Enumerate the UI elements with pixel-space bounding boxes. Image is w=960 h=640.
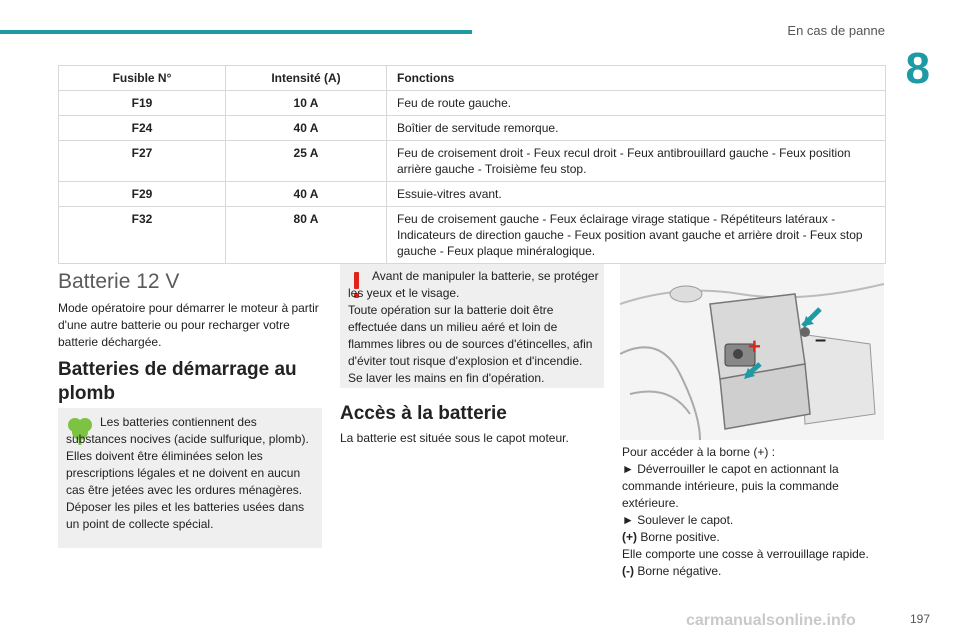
subtitle-battery-access: Accès à la batterie <box>340 403 507 424</box>
fuse-function: Feu de route gauche. <box>387 91 886 116</box>
battery-photo <box>620 264 884 440</box>
chapter-number: 8 <box>905 44 930 93</box>
step-unlock-bonnet: ► Déverrouiller le capot en actionnant la commande intérieure, puis la commande extérieure. <box>622 462 839 510</box>
running-header: En cas de panne <box>787 23 885 38</box>
right-text-block <box>622 444 884 580</box>
fuse-function: Boîtier de servitude remorque. <box>387 116 886 141</box>
negative-symbol: (-) <box>622 564 634 578</box>
fuse-amperage: 25 A <box>226 141 387 182</box>
page-number: 197 <box>909 612 930 626</box>
access-intro: Pour accéder à la borne (+) : <box>622 445 776 459</box>
fuse-number: F32 <box>59 207 226 264</box>
fuse-function: Feu de croisement droit - Feux recul droit - Feux antibrouillard gauche - Feux position arrière gauche - Troisième feu stop. <box>387 141 886 182</box>
table-row <box>59 182 886 207</box>
fuse-function: Essuie-vitres avant. <box>387 182 886 207</box>
fuse-function: Feu de croisement gauche - Feux éclairage virage statique - Répétiteurs latéraux - Indicateurs de direction gauche - Feux position avant gauche et arrière droit - Feux stop gauche - Feux plaque minéralogique. <box>387 207 886 264</box>
positive-terminal-line <box>622 529 884 546</box>
table-row <box>59 207 886 264</box>
fuse-number: F24 <box>59 116 226 141</box>
section-title: Batterie 12 V <box>58 270 180 293</box>
positive-terminal-text: Borne positive. <box>637 530 720 544</box>
positive-symbol: (+) <box>622 530 637 544</box>
fuse-amperage: 10 A <box>226 91 387 116</box>
table-header-row <box>59 66 886 91</box>
negative-terminal-text: Borne négative. <box>634 564 722 578</box>
table-row <box>59 141 886 182</box>
header-accent-bar <box>0 30 472 34</box>
warning-text: Avant de manipuler la batterie, se protéger les yeux et le visage. Toute opération sur la batterie doit être effectuée dans un milieu aéré et loin de flammes libres ou de sources d'étincelles, afin d'éviter tout risque d'explosion et d'incendie. Se laver les mains en fin d'opération. <box>348 269 599 385</box>
eco-note-text: Les batteries contiennent des substances nocives (acide sulfurique, plomb). Elles doivent être éliminées selon les prescriptions légales et ne doivent en aucun cas être jetées avec les ordures ménagères. Déposer les piles et les batteries usées dans un point de collecte spécial. <box>66 415 309 531</box>
table-row <box>59 91 886 116</box>
intro-paragraph: Mode opératoire pour démarrer le moteur à partir d'une autre batterie ou pour recharger votre batterie déchargée. <box>58 301 319 349</box>
fuse-number: F29 <box>59 182 226 207</box>
subtitle-lead-batteries: Batteries de démarrage au plomb <box>58 359 297 404</box>
photo-plus-label: + <box>748 334 761 359</box>
fuse-amperage: 40 A <box>226 116 387 141</box>
watermark: carmanualsonline.info <box>686 612 856 629</box>
col-header-functions: Fonctions <box>387 66 886 91</box>
fuse-number: F19 <box>59 91 226 116</box>
fuse-amperage: 40 A <box>226 182 387 207</box>
negative-terminal-line <box>622 563 884 580</box>
fuse-table <box>58 65 886 264</box>
col-header-fuse: Fusible N° <box>59 66 226 91</box>
step-lift-bonnet: ► Soulever le capot. <box>622 513 734 527</box>
quick-lock-note: Elle comporte une cosse à verrouillage rapide. <box>622 547 869 561</box>
photo-minus-label: – <box>815 329 827 351</box>
fuse-amperage: 80 A <box>226 207 387 264</box>
engine-bay-illustration <box>620 264 884 440</box>
fuse-number: F27 <box>59 141 226 182</box>
table-row <box>59 116 886 141</box>
battery-location-text: La batterie est située sous le capot moteur. <box>340 431 569 445</box>
col-header-amperage: Intensité (A) <box>226 66 387 91</box>
